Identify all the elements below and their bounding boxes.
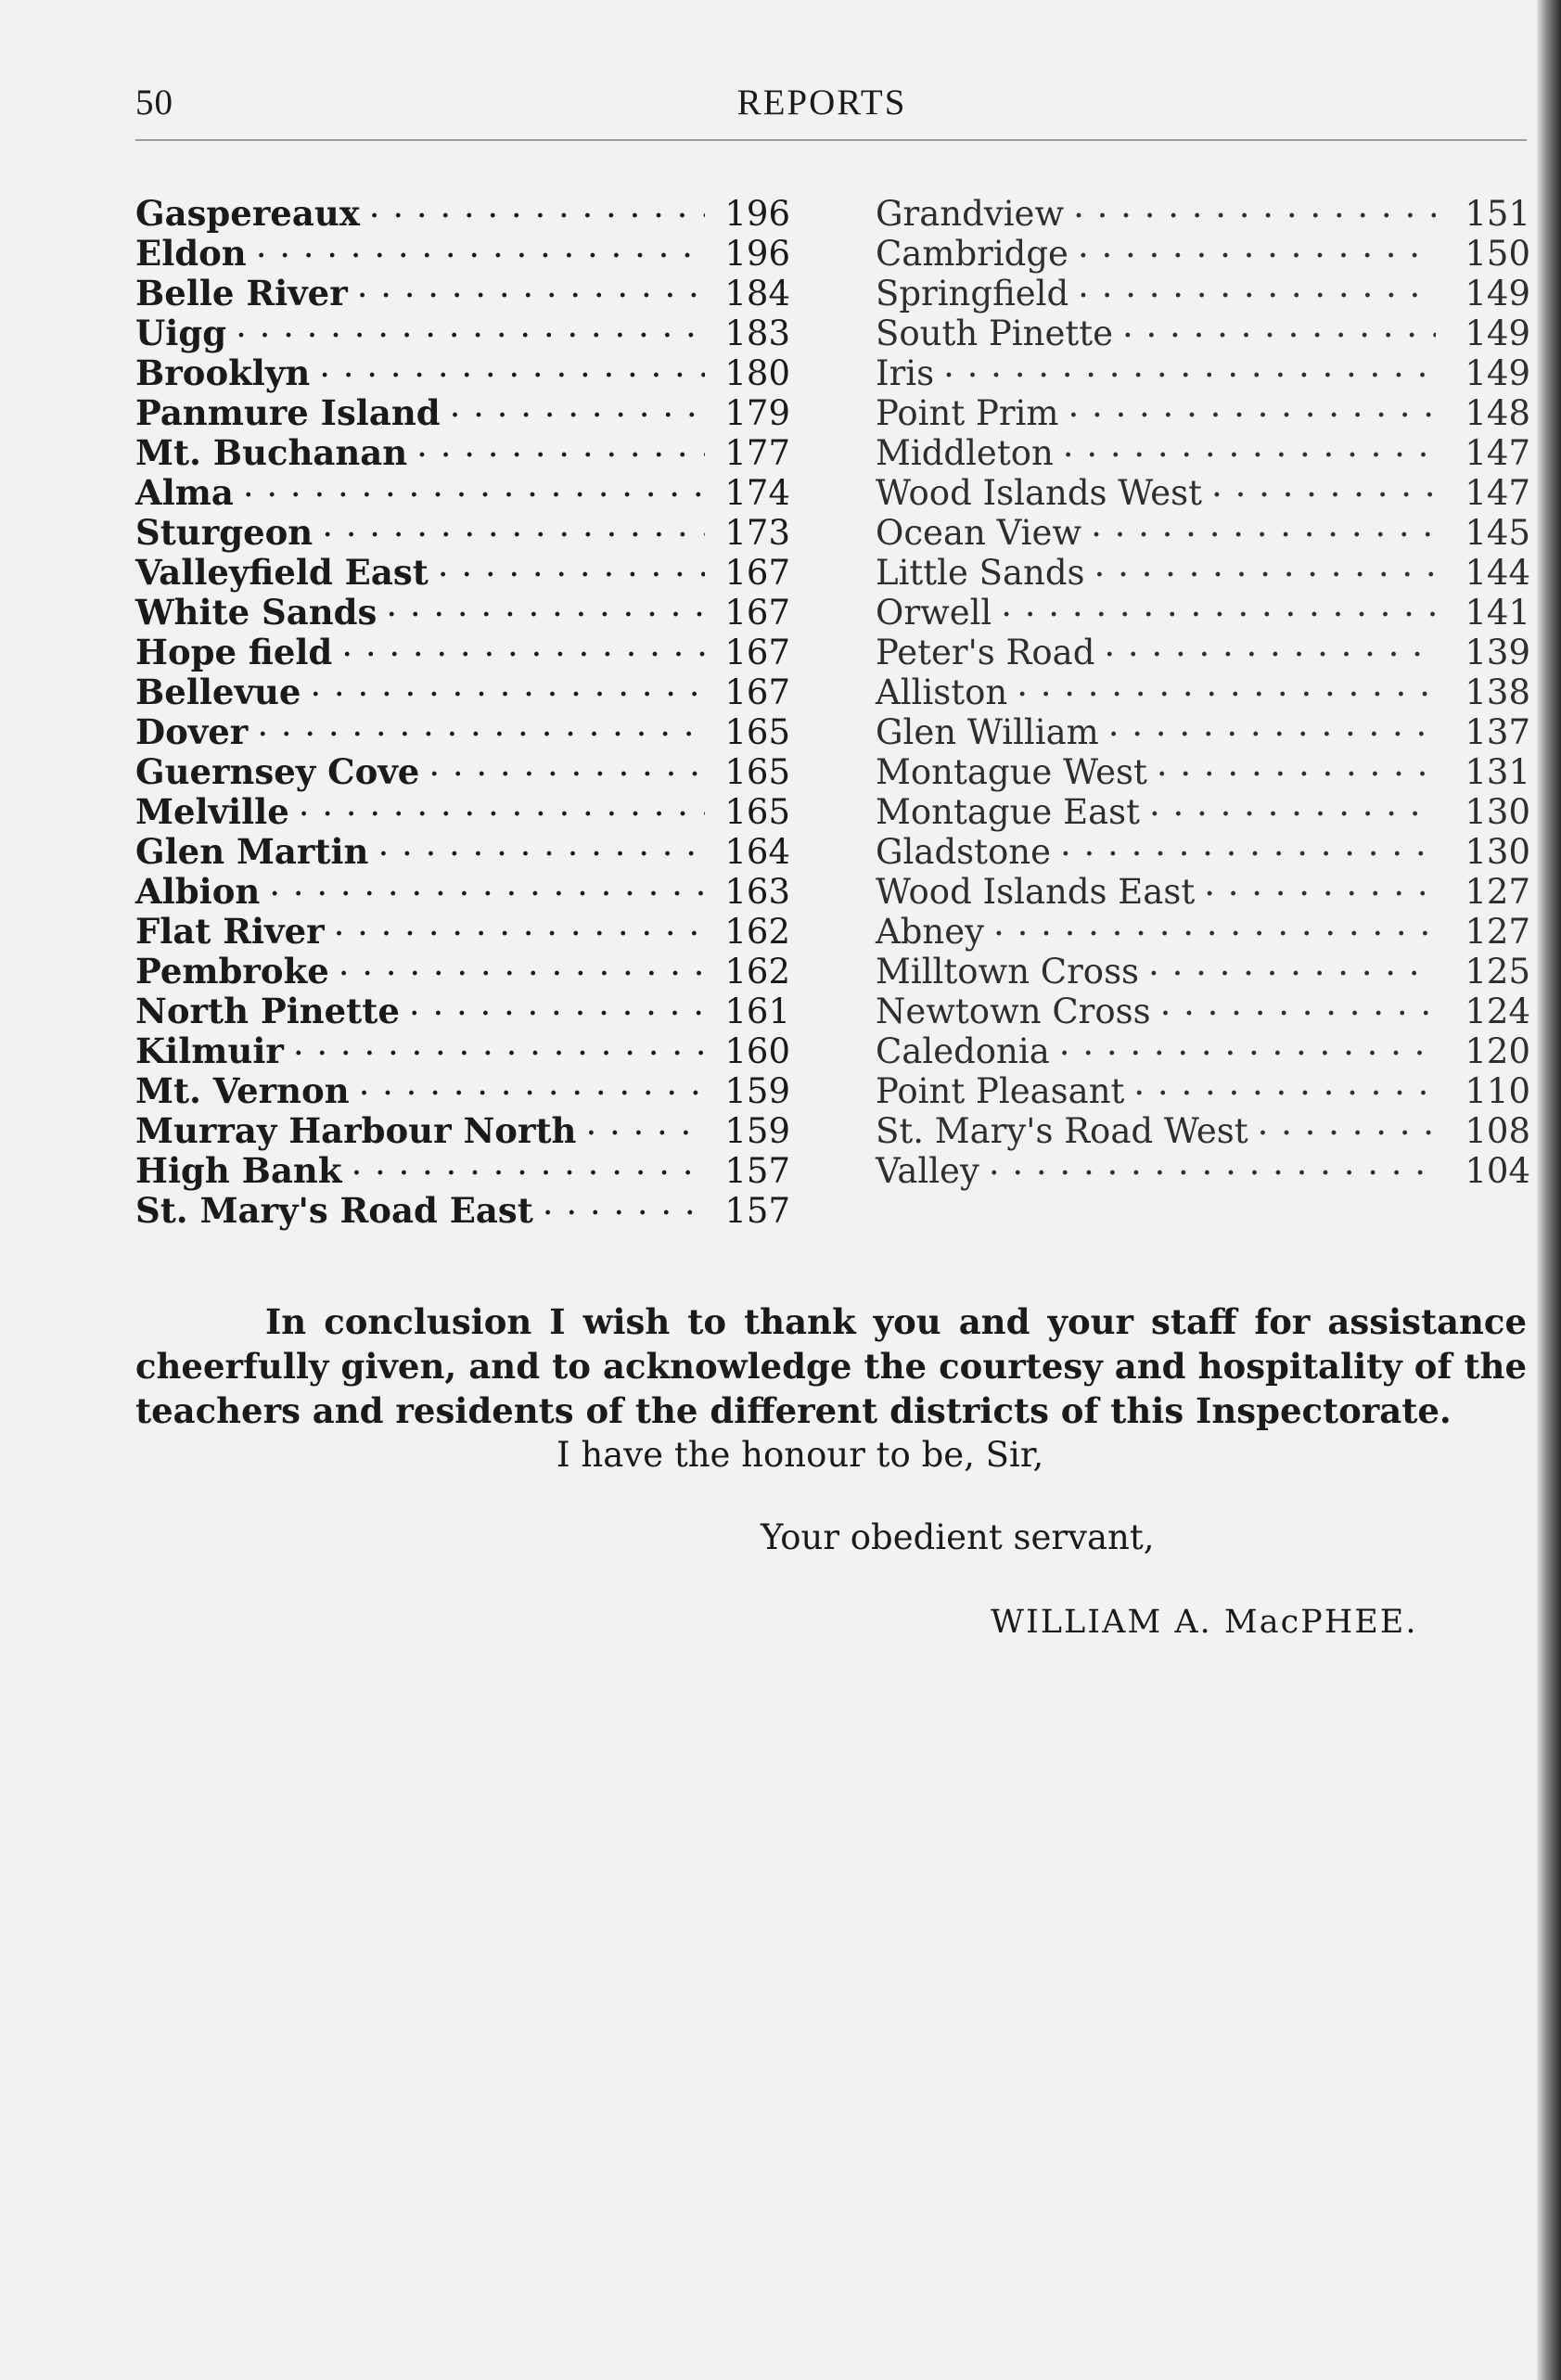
- dot-leader: [1149, 784, 1436, 824]
- dot-leader: [1160, 983, 1436, 1023]
- district-name: North Pinette: [135, 991, 400, 1031]
- district-value: 149: [1465, 274, 1530, 313]
- district-name: Peter's Road: [876, 633, 1095, 672]
- dot-leader: [943, 345, 1436, 385]
- district-value: 131: [1465, 752, 1530, 792]
- district-name: Melville: [135, 791, 289, 832]
- district-value: 162: [724, 952, 790, 992]
- district-name: Wood Islands East: [876, 872, 1196, 912]
- dot-leader: [256, 225, 705, 265]
- dot-leader: [1078, 225, 1436, 265]
- district-value: 160: [724, 1031, 790, 1071]
- dot-leader: [351, 1143, 705, 1183]
- district-value: 173: [724, 513, 790, 553]
- dot-leader: [429, 744, 705, 784]
- district-value: 183: [724, 313, 790, 353]
- district-value: 165: [724, 752, 790, 792]
- district-value: 157: [724, 1151, 790, 1191]
- dot-leader: [339, 943, 705, 983]
- district-value: 148: [1465, 393, 1530, 433]
- right-column-list-item: [876, 225, 1530, 274]
- dot-leader: [243, 465, 705, 505]
- district-name: Mt. Buchanan: [135, 432, 408, 473]
- dot-leader: [293, 1023, 705, 1063]
- right-column-list-item: [876, 1103, 1530, 1151]
- district-name: Newtown Cross: [876, 992, 1151, 1031]
- district-value: 149: [1465, 353, 1530, 393]
- left-column-list-item: [135, 624, 790, 672]
- district-name: Sturgeon: [135, 512, 313, 553]
- right-column-list: [876, 186, 1530, 1191]
- right-column-list-item: [876, 505, 1530, 553]
- dot-leader: [1073, 186, 1436, 225]
- left-column-list-item: [135, 704, 790, 752]
- right-column-list-item: [876, 1023, 1530, 1071]
- district-name: Bellevue: [135, 672, 301, 712]
- district-name: Point Prim: [876, 393, 1059, 433]
- dot-leader: [1122, 305, 1436, 345]
- district-value: 167: [724, 553, 790, 593]
- dot-leader: [450, 385, 705, 425]
- district-name: Valleyfield East: [135, 552, 429, 593]
- dot-leader: [1060, 824, 1436, 864]
- header-rule: [135, 139, 1527, 141]
- dot-leader: [299, 784, 705, 824]
- district-name: Mt. Vernon: [135, 1070, 350, 1111]
- left-column-list-item: [135, 784, 790, 832]
- dot-leader: [269, 864, 705, 903]
- district-value: 174: [724, 473, 790, 513]
- district-value: 139: [1465, 633, 1530, 672]
- salutation: I have the honour to be, Sir,: [557, 1435, 1044, 1475]
- dot-leader: [409, 983, 705, 1023]
- district-value: 125: [1465, 952, 1530, 992]
- dot-leader: [1091, 505, 1436, 544]
- district-value: 180: [724, 353, 790, 393]
- district-value: 149: [1465, 313, 1530, 353]
- dot-leader: [438, 544, 705, 584]
- district-name: High Bank: [135, 1150, 342, 1191]
- district-value: 159: [724, 1071, 790, 1111]
- left-column-list-item: [135, 425, 790, 473]
- district-name: Caledonia: [876, 1031, 1050, 1071]
- right-column-list-item: [876, 1143, 1530, 1191]
- district-name: South Pinette: [876, 313, 1114, 353]
- page-binding-edge: [1537, 0, 1561, 2380]
- district-value: 165: [724, 712, 790, 752]
- left-column-list-item: [135, 505, 790, 553]
- dot-leader: [416, 425, 705, 465]
- district-value: 141: [1465, 593, 1530, 633]
- district-value: 104: [1465, 1151, 1530, 1191]
- right-column-list-item: [876, 624, 1530, 672]
- district-name: Alma: [135, 472, 234, 513]
- dot-leader: [369, 186, 705, 225]
- district-value: 196: [724, 234, 790, 274]
- district-value: 179: [724, 393, 790, 433]
- district-value: 150: [1465, 234, 1530, 274]
- right-column-list-item: [876, 704, 1530, 752]
- district-value: 130: [1465, 832, 1530, 872]
- page-header: [135, 82, 1527, 130]
- district-value: 151: [1465, 194, 1530, 234]
- dot-leader: [310, 664, 705, 704]
- running-title: REPORTS: [736, 83, 907, 122]
- right-column-list-item: [876, 584, 1530, 633]
- district-value: 184: [724, 274, 790, 313]
- district-value: 124: [1465, 992, 1530, 1031]
- dot-leader: [543, 1183, 705, 1222]
- district-name: Grandview: [876, 194, 1065, 234]
- district-name: Panmure Island: [135, 392, 441, 433]
- district-value: 147: [1465, 473, 1530, 513]
- district-name: Pembroke: [135, 951, 329, 992]
- district-value: 167: [724, 593, 790, 633]
- right-column-list-item: [876, 1063, 1530, 1111]
- district-value: 137: [1465, 712, 1530, 752]
- district-value: 161: [724, 992, 790, 1031]
- right-column-list-item: [876, 864, 1530, 912]
- dot-leader: [1068, 385, 1436, 425]
- dot-leader: [257, 704, 705, 744]
- dot-leader: [1094, 544, 1436, 584]
- district-name: Guernsey Cove: [135, 751, 420, 792]
- district-value: 145: [1465, 513, 1530, 553]
- district-value: 108: [1465, 1111, 1530, 1151]
- district-name: Murray Harbour North: [135, 1110, 577, 1151]
- district-name: Springfield: [876, 274, 1069, 313]
- dot-leader: [236, 305, 705, 345]
- left-column-list-item: [135, 544, 790, 593]
- district-name: Middleton: [876, 433, 1054, 473]
- district-name: Iris: [876, 353, 935, 393]
- district-value: 110: [1465, 1071, 1530, 1111]
- left-column-list-item: [135, 584, 790, 633]
- district-name: Brooklyn: [135, 352, 311, 393]
- dot-leader: [341, 624, 705, 664]
- district-name: Gladstone: [876, 832, 1051, 872]
- right-column-list-item: [876, 186, 1530, 234]
- dot-leader: [989, 1143, 1436, 1183]
- dot-leader: [1001, 584, 1436, 624]
- left-column-list-item: [135, 744, 790, 792]
- district-value: 144: [1465, 553, 1530, 593]
- dot-leader: [1108, 704, 1436, 744]
- right-column-list-item: [876, 824, 1530, 872]
- district-name: Montague West: [876, 752, 1147, 792]
- left-column-list-item: [135, 864, 790, 912]
- dot-leader: [1059, 1023, 1436, 1063]
- signature: WILLIAM A. MacPHEE.: [991, 1604, 1418, 1641]
- left-column-list-item: [135, 1103, 790, 1151]
- district-name: Montague East: [876, 792, 1141, 832]
- district-name: Eldon: [135, 233, 247, 274]
- left-column-list-item: [135, 824, 790, 872]
- right-column-list-item: [876, 544, 1530, 593]
- right-column-list-item: [876, 305, 1530, 353]
- district-name: Albion: [135, 871, 261, 912]
- right-column-list-item: [876, 983, 1530, 1031]
- district-value: 130: [1465, 792, 1530, 832]
- district-value: 157: [724, 1191, 790, 1231]
- district-value: 159: [724, 1111, 790, 1151]
- dot-leader: [1017, 664, 1436, 704]
- district-name: Dover: [135, 711, 249, 752]
- right-column-list-item: [876, 425, 1530, 473]
- dot-leader: [319, 345, 705, 385]
- dot-leader: [386, 584, 705, 624]
- district-name: Flat River: [135, 911, 325, 952]
- district-value: 163: [724, 872, 790, 912]
- left-column-list-item: [135, 1183, 790, 1231]
- left-column-list-item: [135, 1023, 790, 1071]
- left-column-list: [135, 186, 790, 1231]
- right-column-list-item: [876, 903, 1530, 952]
- signoff: Your obedient servant,: [761, 1517, 1155, 1557]
- district-name: St. Mary's Road East: [135, 1190, 533, 1231]
- district-name: Ocean View: [876, 513, 1082, 553]
- district-value: 127: [1465, 872, 1530, 912]
- district-value: 196: [724, 194, 790, 234]
- dot-leader: [1148, 943, 1436, 983]
- district-name: Glen Martin: [135, 831, 369, 872]
- district-value: 167: [724, 633, 790, 672]
- left-column-list-item: [135, 664, 790, 712]
- district-name: Wood Islands West: [876, 473, 1203, 513]
- district-name: Orwell: [876, 593, 992, 633]
- right-column-list-item: [876, 345, 1530, 393]
- left-column-list-item: [135, 225, 790, 274]
- closing-paragraph: In conclusion I wish to thank you and your staff for assistance cheerfully given, and to acknowledge the courtesy and hospitality of the teachers and residents of the different districts of this Inspectorate.: [135, 1301, 1527, 1431]
- left-column-list-item: [135, 385, 790, 433]
- left-column-list-item: [135, 305, 790, 353]
- dot-leader: [1078, 265, 1436, 305]
- dot-leader: [359, 1063, 705, 1103]
- dot-leader: [334, 903, 705, 943]
- district-name: Abney: [876, 912, 985, 952]
- right-column-list-item: [876, 465, 1530, 513]
- district-value: 138: [1465, 672, 1530, 712]
- right-column-list-item: [876, 385, 1530, 433]
- district-value: 177: [724, 433, 790, 473]
- left-column-list-item: [135, 1143, 790, 1191]
- district-value: 165: [724, 792, 790, 832]
- dot-leader: [377, 824, 705, 864]
- left-column-list-item: [135, 1063, 790, 1111]
- district-name: Milltown Cross: [876, 952, 1140, 992]
- left-column-list-item: [135, 345, 790, 393]
- dot-leader: [1258, 1103, 1436, 1143]
- left-column-list-item: [135, 265, 790, 313]
- dot-leader: [1211, 465, 1436, 505]
- district-name: Gaspereaux: [135, 193, 360, 234]
- district-name: Point Pleasant: [876, 1071, 1125, 1111]
- district-name: Hope field: [135, 632, 333, 672]
- dot-leader: [1133, 1063, 1436, 1103]
- district-value: 164: [724, 832, 790, 872]
- district-value: 167: [724, 672, 790, 712]
- page-number: 50: [135, 83, 173, 122]
- district-name: Kilmuir: [135, 1030, 284, 1071]
- dot-leader: [993, 903, 1436, 943]
- dot-leader: [322, 505, 705, 544]
- dot-leader: [1063, 425, 1436, 465]
- right-column-list-item: [876, 784, 1530, 832]
- left-column-list-item: [135, 903, 790, 952]
- dot-leader: [1104, 624, 1436, 664]
- district-name: Cambridge: [876, 234, 1068, 274]
- dot-leader: [585, 1103, 705, 1143]
- district-name: Valley: [876, 1151, 979, 1191]
- dot-leader: [1204, 864, 1436, 903]
- district-value: 120: [1465, 1031, 1530, 1071]
- district-value: 127: [1465, 912, 1530, 952]
- district-value: 147: [1465, 433, 1530, 473]
- left-column-list-item: [135, 943, 790, 992]
- dot-leader: [357, 265, 705, 305]
- district-name: White Sands: [135, 592, 377, 633]
- left-column-list-item: [135, 983, 790, 1031]
- district-name: Glen William: [876, 712, 1099, 752]
- right-column-list-item: [876, 943, 1530, 992]
- left-column-list-item: [135, 465, 790, 513]
- district-name: Alliston: [876, 672, 1008, 712]
- right-column-list-item: [876, 265, 1530, 313]
- district-name: Little Sands: [876, 553, 1085, 593]
- left-column-list-item: [135, 186, 790, 234]
- district-name: Uigg: [135, 313, 227, 353]
- right-column-list-item: [876, 744, 1530, 792]
- dot-leader: [1157, 744, 1436, 784]
- district-name: Belle River: [135, 273, 348, 313]
- right-column-list-item: [876, 664, 1530, 712]
- district-value: 162: [724, 912, 790, 952]
- district-name: St. Mary's Road West: [876, 1111, 1248, 1151]
